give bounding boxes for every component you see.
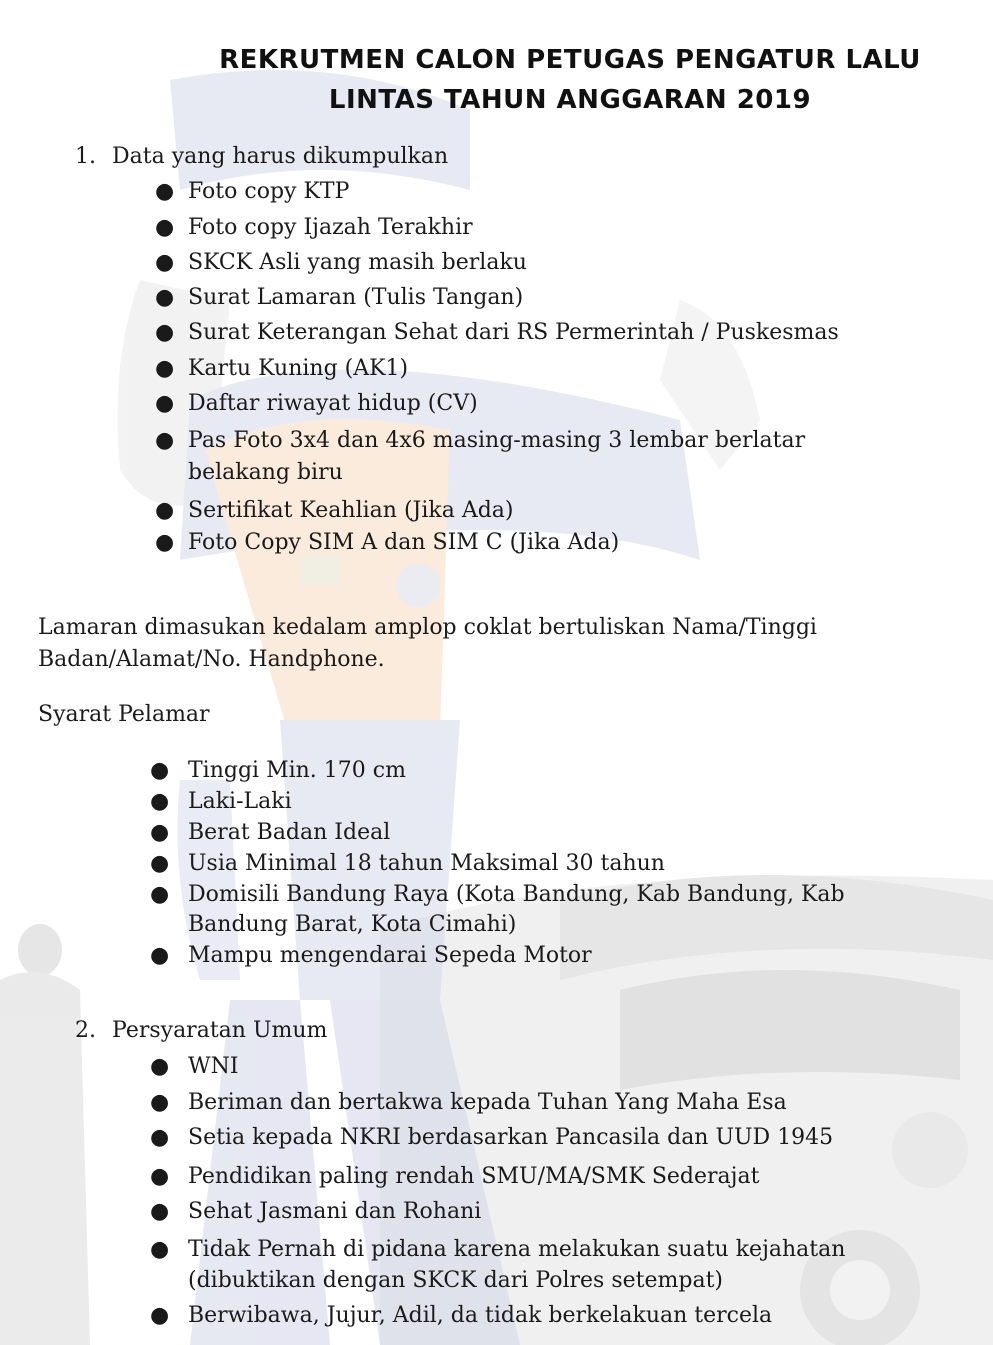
list-item: Usia Minimal 18 tahun Maksimal 30 tahun — [188, 851, 665, 876]
bullet-icon: ● — [150, 1303, 170, 1328]
section1-heading: Data yang harus dikumpulkan — [112, 144, 449, 169]
list-item: Beriman dan bertakwa kepada Tuhan Yang Maha Esa — [188, 1090, 787, 1115]
note-line-2: Badan/Alamat/No. Handphone. — [38, 647, 385, 672]
title-line-2: LINTAS TAHUN ANGGARAN 2019 — [328, 85, 812, 115]
bullet-icon: ● — [155, 530, 175, 555]
list-item: Berwibawa, Jujur, Adil, da tidak berkelakuan tercela — [188, 1303, 773, 1328]
list-item: Pendidikan paling rendah SMU/MA/SMK Sederajat — [188, 1164, 760, 1189]
list-item: Sertifikat Keahlian (Jika Ada) — [188, 498, 514, 523]
list-item: Foto copy Ijazah Terakhir — [188, 215, 473, 240]
bullet-icon: ● — [150, 820, 170, 845]
bullet-icon: ● — [150, 1125, 170, 1150]
list-item: WNI — [188, 1054, 239, 1079]
syarat-heading: Syarat Pelamar — [38, 702, 210, 727]
list-item: Berat Badan Ideal — [188, 820, 391, 845]
bullet-icon: ● — [150, 1054, 170, 1079]
bullet-icon: ● — [150, 758, 170, 783]
list-item: SKCK Asli yang masih berlaku — [188, 250, 527, 275]
bullet-icon: ● — [150, 789, 170, 814]
bullet-icon: ● — [155, 320, 175, 345]
bullet-icon: ● — [150, 1090, 170, 1115]
bullet-icon: ● — [150, 1199, 170, 1224]
list-item: Foto Copy SIM A dan SIM C (Jika Ada) — [188, 530, 620, 555]
bullet-icon: ● — [155, 215, 175, 240]
list-item: Laki-Laki — [188, 789, 292, 814]
section1-number: 1. — [75, 144, 96, 169]
bullet-icon: ● — [155, 428, 175, 453]
list-item: Surat Keterangan Sehat dari RS Permerintah / Puskesmas — [188, 320, 839, 345]
list-item-continuation: Bandung Barat, Kota Cimahi) — [188, 912, 517, 937]
bullet-icon: ● — [155, 285, 175, 310]
bullet-icon: ● — [150, 1164, 170, 1189]
section2-number: 2. — [75, 1018, 96, 1043]
list-item: Pas Foto 3x4 dan 4x6 masing-masing 3 lembar berlatar — [188, 428, 806, 453]
list-item: Sehat Jasmani dan Rohani — [188, 1199, 482, 1224]
list-item-continuation: (dibuktikan dengan SKCK dari Polres setempat) — [188, 1268, 723, 1293]
list-item: Setia kepada NKRI berdasarkan Pancasila dan UUD 1945 — [188, 1125, 834, 1150]
bullet-icon: ● — [150, 851, 170, 876]
bullet-icon: ● — [150, 943, 170, 968]
title-line-1: REKRUTMEN CALON PETUGAS PENGATUR LALU — [219, 45, 921, 75]
bullet-icon: ● — [155, 356, 175, 381]
list-item: Tinggi Min. 170 cm — [188, 758, 406, 783]
list-item: Foto copy KTP — [188, 179, 350, 204]
bullet-icon: ● — [155, 179, 175, 204]
bullet-icon: ● — [155, 391, 175, 416]
list-item: Tidak Pernah di pidana karena melakukan suatu kejahatan — [188, 1237, 846, 1262]
note-line-1: Lamaran dimasukan kedalam amplop coklat bertuliskan Nama/Tinggi — [38, 615, 817, 640]
list-item: Daftar riwayat hidup (CV) — [188, 391, 478, 416]
bullet-icon: ● — [150, 882, 170, 907]
section2-heading: Persyaratan Umum — [112, 1018, 328, 1043]
bullet-icon: ● — [150, 1237, 170, 1262]
bullet-icon: ● — [155, 250, 175, 275]
list-item-continuation: belakang biru — [188, 460, 343, 485]
list-item: Surat Lamaran (Tulis Tangan) — [188, 285, 524, 310]
list-item: Domisili Bandung Raya (Kota Bandung, Kab Bandung, Kab — [188, 882, 845, 907]
list-item: Kartu Kuning (AK1) — [188, 356, 409, 381]
list-item: Mampu mengendarai Sepeda Motor — [188, 943, 592, 968]
bullet-icon: ● — [155, 498, 175, 523]
